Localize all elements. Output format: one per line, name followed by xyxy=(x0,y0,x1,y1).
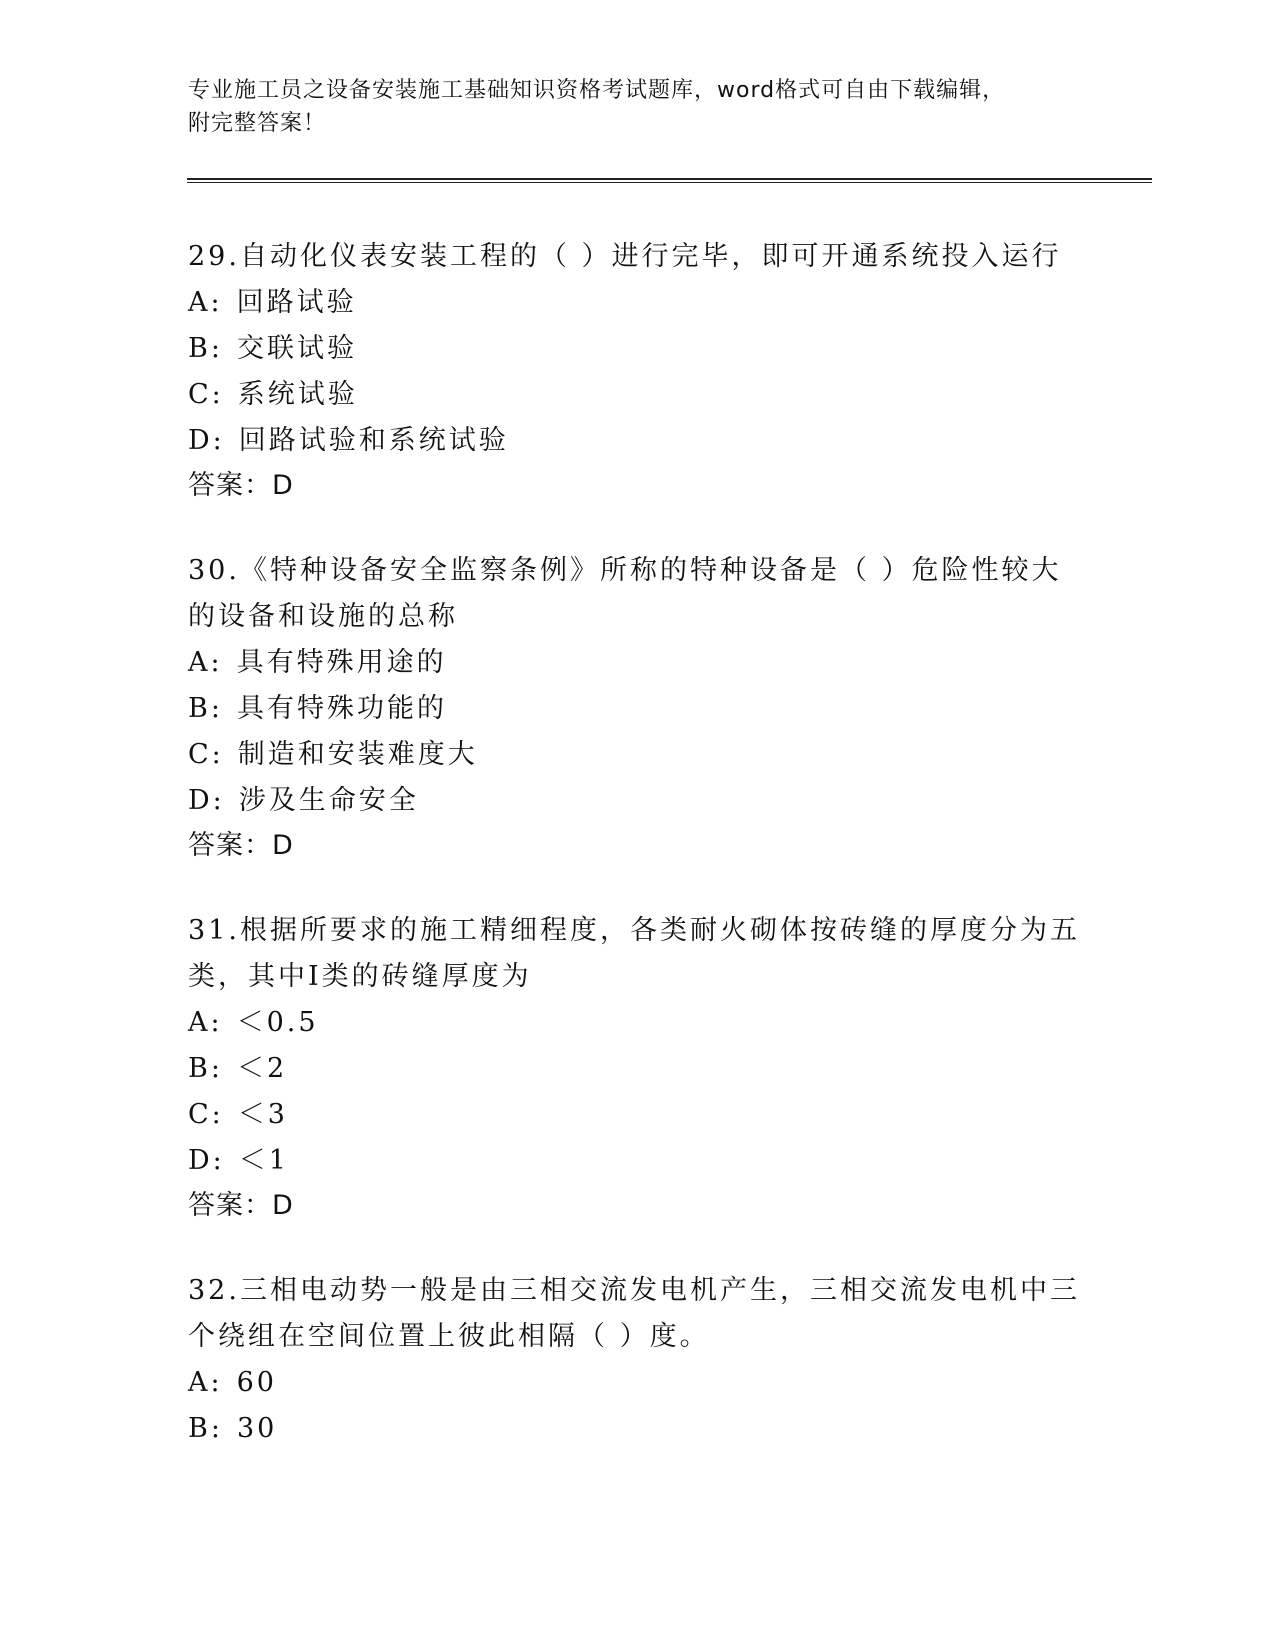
option-text: ＜3 xyxy=(237,1099,288,1130)
option-text: 系统试验 xyxy=(237,379,358,410)
question-stem: 29.自动化仪表安装工程的（ ）进行完毕，即可开通系统投入运行 xyxy=(188,241,1062,272)
option-text: 交联试验 xyxy=(236,333,357,364)
option-text: ＜1 xyxy=(238,1145,289,1176)
option-text: 回路试验 xyxy=(236,287,357,318)
option-c xyxy=(188,372,1088,418)
option-letter: A: xyxy=(188,647,223,678)
option-a xyxy=(188,1000,1088,1046)
option-letter: C: xyxy=(188,1099,224,1130)
answer-line: 答案：D xyxy=(188,1190,294,1221)
option-text: 涉及生命安全 xyxy=(238,785,419,816)
option-text: 制造和安装难度大 xyxy=(237,739,478,770)
question-stem: 30.《特种设备安全监察条例》所称的特种设备是（ ）危险性较大的设备和设施的总称 xyxy=(188,555,1062,632)
option-c xyxy=(188,1092,1088,1138)
document-header xyxy=(188,74,1068,140)
option-a xyxy=(188,1360,1088,1406)
question-list xyxy=(188,234,1088,1492)
option-letter: D: xyxy=(188,425,225,456)
option-letter: A: xyxy=(188,287,223,318)
question-stem: 32.三相电动势一般是由三相交流发电机产生，三相交流发电机中三个绕组在空间位置上彼此相隔（ ）度。 xyxy=(188,1275,1080,1352)
option-d xyxy=(188,778,1088,824)
option-text: 回路试验和系统试验 xyxy=(238,425,509,456)
option-b xyxy=(188,686,1088,732)
option-b xyxy=(188,1406,1088,1452)
option-d xyxy=(188,418,1088,464)
option-text: 30 xyxy=(236,1413,278,1444)
option-letter: D: xyxy=(188,1145,225,1176)
header-line-2: 附完整答案！ xyxy=(188,111,327,136)
option-a xyxy=(188,280,1088,326)
question-29 xyxy=(188,234,1088,508)
option-letter: C: xyxy=(188,739,224,770)
option-a xyxy=(188,640,1088,686)
question-32 xyxy=(188,1268,1088,1452)
option-letter: B: xyxy=(188,693,223,724)
option-c xyxy=(188,732,1088,778)
option-letter: A: xyxy=(188,1007,223,1038)
option-text: 60 xyxy=(236,1367,277,1398)
question-30 xyxy=(188,548,1088,868)
option-letter: B: xyxy=(188,1413,223,1444)
answer-line: 答案：D xyxy=(188,470,294,501)
header-line-1: 专业施工员之设备安装施工基础知识资格考试题库，word格式可自由下载编辑， xyxy=(188,78,1006,103)
option-text: ＜2 xyxy=(236,1053,288,1084)
option-letter: A: xyxy=(188,1367,223,1398)
header-divider xyxy=(187,178,1152,183)
option-b xyxy=(188,326,1088,372)
option-letter: B: xyxy=(188,1053,223,1084)
option-b xyxy=(188,1046,1088,1092)
option-letter: B: xyxy=(188,333,223,364)
option-text: 具有特殊功能的 xyxy=(236,693,447,724)
question-31 xyxy=(188,908,1088,1228)
answer-line: 答案：D xyxy=(188,830,294,861)
question-stem: 31.根据所要求的施工精细程度，各类耐火砌体按砖缝的厚度分为五类，其中Ⅰ类的砖缝厚度为 xyxy=(188,915,1080,992)
option-text: ＜0.5 xyxy=(236,1007,319,1038)
option-text: 具有特殊用途的 xyxy=(236,647,447,678)
option-letter: C: xyxy=(188,379,224,410)
option-d xyxy=(188,1138,1088,1184)
option-letter: D: xyxy=(188,785,225,816)
